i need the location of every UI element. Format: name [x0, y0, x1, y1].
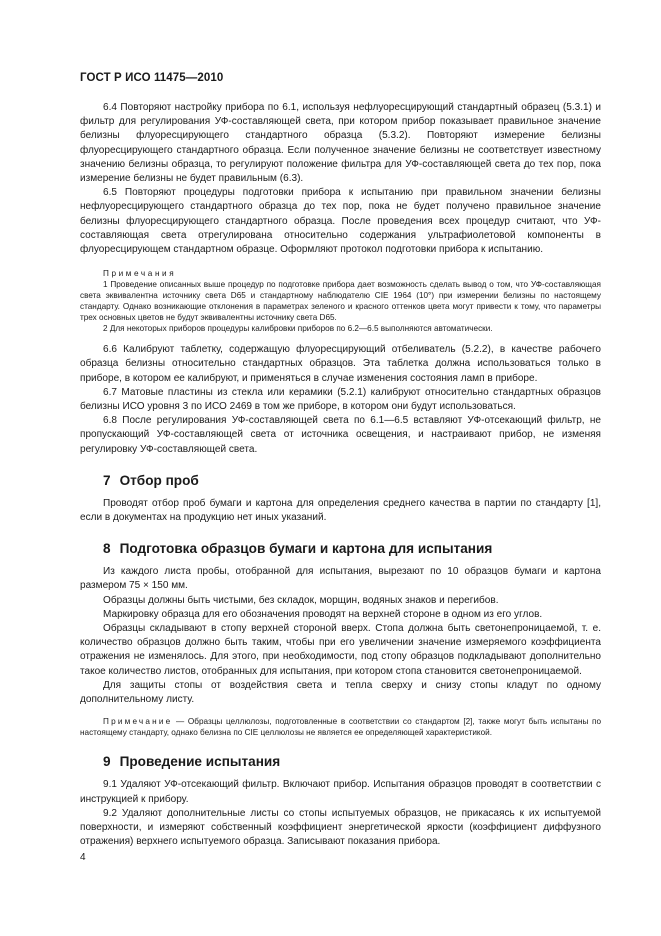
- section-8-heading: [80, 540, 601, 557]
- section-8-paragraph-4: Образцы складывают в стопу верхней стороной вверх. Стопа должна быть светонепроницаемой, т. е. количество образцов должно быть таким, чтобы при его увеличении значение измеряемого коэффициента отражения не изменялось. Для этого, при необходимости, под стопу образцов подкладывают дополнительно такое количество листов, отобранных для испытания, при котором стопа становится светонепроницаемой.: [80, 623, 601, 677]
- paragraph-9-1: 9.1 Удаляют УФ-отсекающий фильтр. Включают прибор. Испытания образцов проводят в соответствии с инструкцией к прибору.: [80, 779, 601, 805]
- notes-block: [80, 268, 601, 334]
- section-9-title: Проведение испытания: [119, 754, 281, 770]
- section-8-number: 8: [103, 541, 111, 557]
- section-8-note-lead: Примечание: [103, 717, 173, 727]
- note-1: 1 Проведение описанных выше процедур по подготовке прибора дает возможность сделать вывод о том, что УФ-составляющая света эквивалентна источнику света D65 и стандартному наблюдателю CIE 1964 (10°) при измерении белизны по настоящему стандарту. Однако возникающие отклонения в параметрах зеленого и красного оттенков цвета могут привести к тому, что параметры трех основных цветов не будут эквивалентны источнику света D65.: [80, 280, 601, 323]
- section-8-paragraph-3: Маркировку образца для его обозначения проводят на верхней стороне в одном из его углов.: [103, 608, 543, 620]
- paragraph-6-8: 6.8 После регулирования УФ-составляющей света по 6.1—6.5 вставляют УФ-отсекающий фильтр, не пропускающий УФ-составляющей света от источника освещения, и настраивают прибор, не изменяя регулировку УФ-составляющей света.: [80, 415, 601, 455]
- section-7-heading: [80, 472, 601, 489]
- paragraph-6-7: 6.7 Матовые пластины из стекла или керамики (5.2.1) калибруют относительно стандартных образцов белизны ИСО уровня 3 по ИСО 2469 в том же приборе, в котором они будут использоваться.: [80, 386, 601, 413]
- section-7-paragraph: Проводят отбор проб бумаги и картона для определения среднего качества в партии по стандарту [1], если в документах на продукцию нет иных указаний.: [80, 497, 601, 524]
- section-7-number: 7: [103, 472, 111, 488]
- section-9-heading: [80, 753, 601, 770]
- section-8-note: [80, 716, 601, 738]
- paragraph-6-5: 6.5 Повторяют процедуры подготовки прибора к испытанию при правильном значении белизны нефлуоресцирующего стандартного образца до тех пор, пока не будет получено правильное значение белизны флуоресцирующего стандартного образца. После проведения всех процедур считают, что УФ-составляющая света отрегулирована относительно содержания ультрафиолетовой компоненты в флуоресцирующем стандартном образце. Оформляют протокол подготовки прибора к испытанию.: [80, 187, 601, 256]
- paragraph-9-2: 9.2 Удаляют дополнительные листы со стопы испытуемых образцов, не прикасаясь к их испытуемой поверхности, и измеряют собственный коэффициент энергетической яркости (коэффициент диффузного отражения) верхнего испытуемого образца. Записывают показания прибора.: [80, 807, 601, 848]
- page-number: 4: [80, 852, 86, 863]
- section-9-number: 9: [103, 754, 111, 770]
- section-7-title: Отбор проб: [119, 472, 199, 488]
- paragraph-6-6: 6.6 Калибруют таблетку, содержащую флуоресцирующий отбеливатель (5.2.2), в качестве рабочего образца белизны относительно стандартных образцов. Эта таблетка должна использоваться только в приборе, в котором ее калибруют, и применяться в случае изменения состояния ламп в приборе.: [80, 344, 601, 384]
- section-8-paragraph-5: Для защиты стопы от воздействия света и тепла сверху и снизу стопы кладут по одному дополнительному листу.: [80, 679, 601, 706]
- section-8-title: Подготовка образцов бумаги и картона для испытания: [119, 541, 493, 557]
- section-8-paragraph-2: Образцы должны быть чистыми, без складок, морщин, водяных знаков и перегибов.: [103, 594, 499, 606]
- section-8-paragraph-1: Из каждого листа пробы, отобранной для испытания, вырезают по 10 образцов бумаги и картона размером 75 × 150 мм.: [80, 566, 601, 592]
- note-2: 2 Для некоторых приборов процедуры калибровки приборов по 6.2—6.5 выполняются автоматически.: [103, 324, 493, 334]
- notes-title: Примечания: [103, 269, 177, 279]
- section-8-note-text: — Образцы целлюлозы, подготовленные в соответствии со стандартом [2], также могут быть испытаны по настоящему стандарту, однако белизна по CIE целлюлозы не является ее определяющей характеристикой.: [80, 717, 601, 738]
- document-header: ГОСТ Р ИСО 11475—2010: [80, 72, 224, 84]
- paragraph-6-4: 6.4 Повторяют настройку прибора по 6.1, используя нефлуоресцирующий стандартный образец (5.3.1) и фильтр для регулирования УФ-составляющей света, при котором прибор показывает правильное значение белизны флуоресцирующего стандартного образца (5.3.2). Повторяют измерение белизны флуоресцирующего стандартного образца. Если полученное значение белизны не соответствует известному значению белизны образца, то регулируют положение фильтра для УФ-составляющей света до тех пор, пока измерение белизны не будет правильным (6.3).: [80, 102, 601, 185]
